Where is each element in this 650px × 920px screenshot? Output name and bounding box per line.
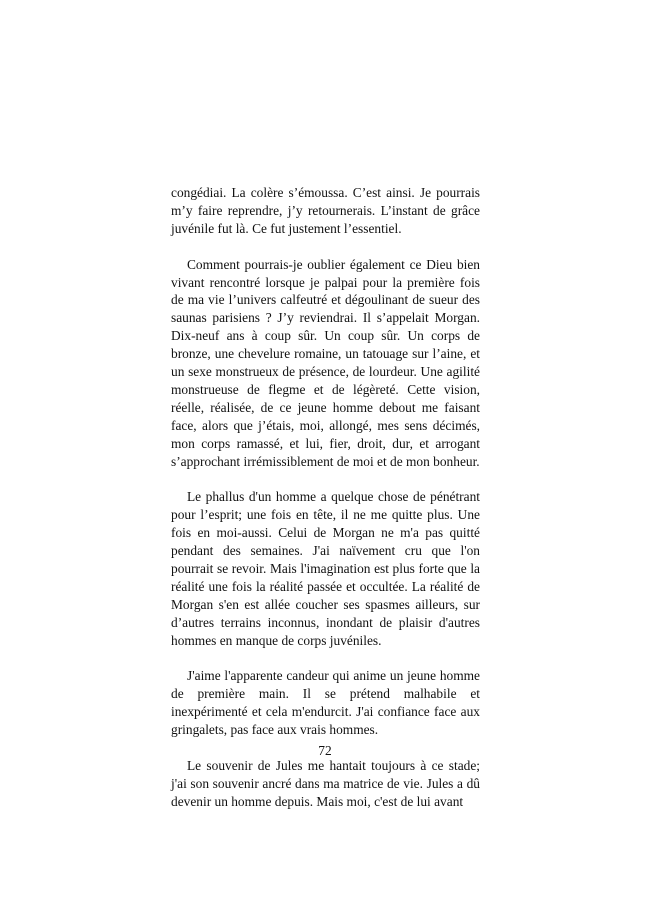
paragraph-phallus: Le phallus d'un homme a quelque chose de pénétrant pour l’esprit; une fois en tête, il ne me quitte plus. Une fois en moi-aussi. Celui de Morgan ne m'a pas quitté pendant des semaines. J'ai naïvement cru que l'on pourrait se revoir. Mais l'imagination est plus forte que la réalité une fois la réalité passée et occultée. La réalité de Morgan s'en est allée coucher ses spasmes ailleurs, sur d’autres terrains inconnus, inondant de plaisir d'autres hommes en manque de corps juvéniles.	[171, 489, 480, 648]
paragraph-spacer	[171, 650, 480, 668]
paragraph-morgan: Comment pourrais-je oublier également ce Dieu bien vivant rencontré lorsque je palpai pour la première fois de ma vie l’univers calfeutré et dégoulinant de sueur des saunas parisiens ? J’y reviendrai. Il s’appelait Morgan. Dix-neuf ans à coup sûr. Un coup sûr. Un corps de bronze, une chevelure romaine, un tatouage sur l’aine, et un sexe monstrueux de présence, de lourdeur. Une agilité monstrueuse de flegme et de légèreté. Cette vision, réelle, réalisée, de ce jeune homme debout me faisant face, alors que j’étais, moi, allongé, mes sens décimés, mon corps ramassé, et lui, fier, droit, dur, et arrogant s’approchant irrémissiblement de moi et de mon bonheur.	[171, 256, 480, 469]
paragraph-spacer	[171, 238, 480, 256]
paragraph-continuation: congédiai. La colère s’émoussa. C’est ainsi. Je pourrais m’y faire reprendre, j’y retournerais. L’instant de grâce juvénile fut là. Ce fut justement l’essentiel.	[171, 185, 480, 236]
body-text	[171, 184, 480, 811]
paragraph-jules: Le souvenir de Jules me hantait toujours à ce stade; j'ai son souvenir ancré dans ma matrice de vie. Jules a dû devenir un homme depuis. Mais moi, c'est de lui avant	[171, 757, 480, 809]
paragraph-spacer	[171, 470, 480, 488]
page-number: 72	[318, 743, 332, 758]
paragraph-candeur: J'aime l'apparente candeur qui anime un jeune homme de première main. Il se prétend malhabile et inexpérimenté et cela m'endurcit. J'ai confiance face aux gringalets, pas face aux vrais hommes.	[171, 668, 480, 738]
